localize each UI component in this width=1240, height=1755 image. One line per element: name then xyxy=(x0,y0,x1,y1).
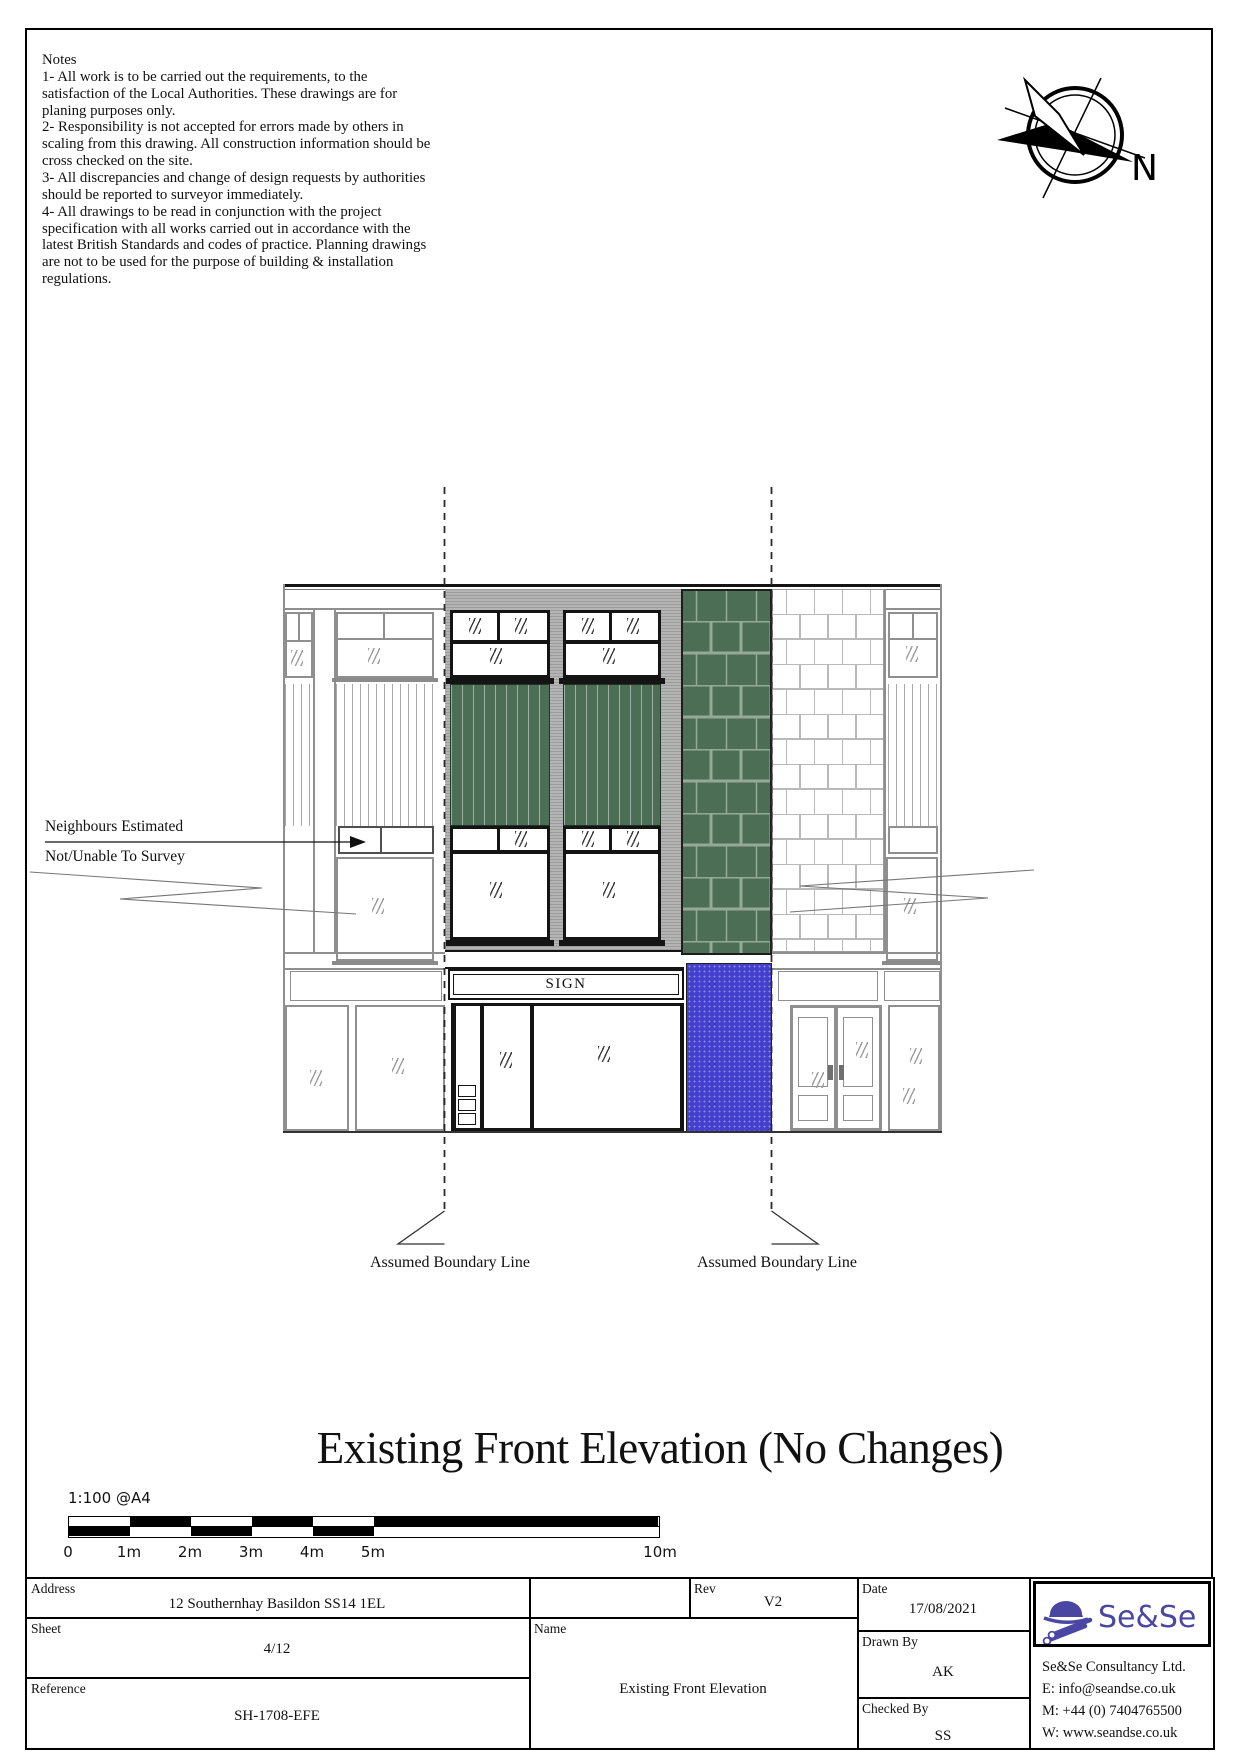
break-line-left xyxy=(30,872,356,914)
company-info xyxy=(1042,1656,1212,1744)
reference-label: Reference xyxy=(31,1681,86,1696)
boundary-triangle-left xyxy=(398,1211,445,1244)
scale-tick-4m: 4m xyxy=(299,1543,325,1561)
sheet-label: Sheet xyxy=(31,1621,61,1636)
break-line-right xyxy=(790,870,1034,912)
scale-tick-1m: 1m xyxy=(116,1543,142,1561)
checked-by-label: Checked By xyxy=(862,1701,929,1716)
scale-tick-0: 0 xyxy=(63,1543,73,1561)
name-value: Existing Front Elevation xyxy=(619,1681,767,1697)
note-3: 3- All discrepancies and change of design requests by authorities should be reported to surveyor immediately. xyxy=(42,170,426,203)
logo-text: Se&Se xyxy=(1098,1600,1197,1635)
boundary-triangle-right xyxy=(772,1211,819,1244)
company-logo-box xyxy=(1033,1581,1211,1647)
sheet-value: 4/12 xyxy=(263,1641,291,1657)
sign-text: SIGN xyxy=(453,974,679,995)
drawn-by-label: Drawn By xyxy=(862,1634,918,1649)
date-label: Date xyxy=(862,1581,888,1596)
neighbours-note-line2: Not/Unable To Survey xyxy=(45,848,185,865)
address-label: Address xyxy=(31,1581,76,1596)
company-email: E: info@seandse.co.uk xyxy=(1042,1681,1176,1697)
checked-by-value: SS xyxy=(934,1728,952,1744)
north-label: N xyxy=(1131,148,1158,189)
leader-arrowhead xyxy=(350,836,366,848)
company-mobile: M: +44 (0) 7404765500 xyxy=(1042,1703,1182,1719)
scale-tick-3m: 3m xyxy=(238,1543,264,1561)
notes-title: Notes xyxy=(42,52,77,68)
name-label: Name xyxy=(534,1621,567,1636)
company-name: Se&Se Consultancy Ltd. xyxy=(1042,1659,1186,1675)
boundary-label-left: Assumed Boundary Line xyxy=(370,1254,530,1271)
note-2: 2- Responsibility is not accepted for errors made by others in scaling from this drawing. All construction information should be cross checked on the site. xyxy=(42,119,431,170)
note-1: 1- All work is to be carried out the requirements, to the satisfaction of the Local Authorities. These drawings are for planing purposes only. xyxy=(42,68,398,119)
scale-tick-10m: 10m xyxy=(643,1543,677,1561)
scale-bar xyxy=(68,1516,660,1538)
rev-label: Rev xyxy=(694,1581,716,1596)
rev-value: V2 xyxy=(763,1594,783,1610)
scale-ratio-label: 1:100 @A4 xyxy=(68,1489,151,1507)
scale-tick-5m: 5m xyxy=(360,1543,386,1561)
boundary-label-right: Assumed Boundary Line xyxy=(697,1254,857,1271)
address-value: 12 Southernhay Basildon SS14 1EL xyxy=(168,1596,386,1612)
scale-tick-2m: 2m xyxy=(177,1543,203,1561)
note-4: 4- All drawings to be read in conjunction with the project specification with all works carried out in accordance with the latest British Standards and codes of practice. Planning drawings are not to be used for the purpose of building & installation regulations. xyxy=(42,203,427,288)
drawing-title: Existing Front Elevation (No Changes) xyxy=(316,1423,1004,1473)
drawn-by-value: AK xyxy=(932,1664,954,1680)
company-logo-icon xyxy=(1036,1584,1208,1644)
company-web: W: www.seandse.co.uk xyxy=(1042,1725,1178,1741)
date-value: 17/08/2021 xyxy=(908,1601,978,1617)
neighbours-note-line1: Neighbours Estimated xyxy=(45,818,184,835)
reference-value: SH-1708-EFE xyxy=(234,1708,320,1724)
